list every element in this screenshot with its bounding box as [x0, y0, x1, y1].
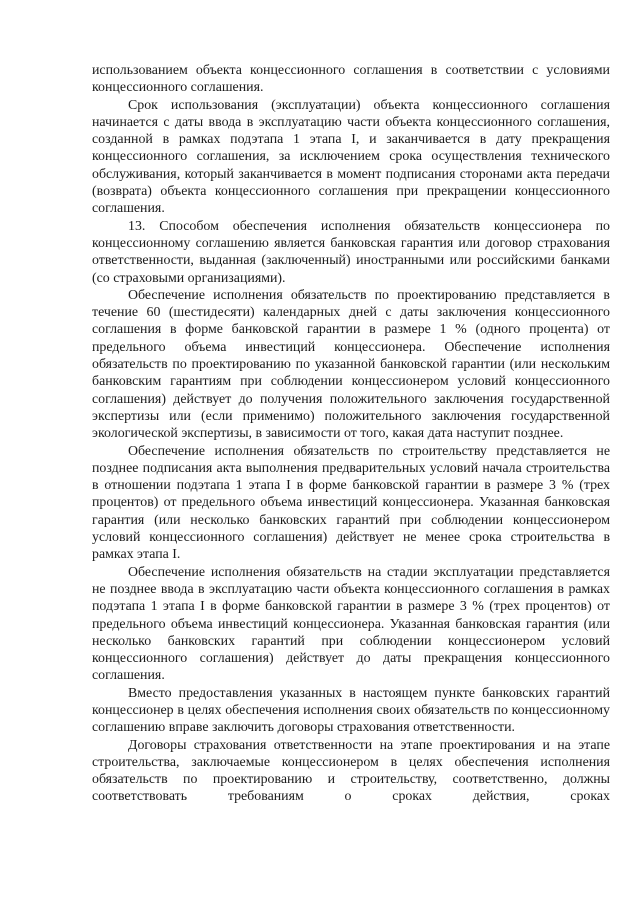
paragraph: 13. Способом обеспечения исполнения обязательств концессионера по концессионному соглашению является банковская гарантия или договор страхования ответственности, выданная (заключенный) иностранными или российскими банками (со страховыми организациями).: [92, 218, 610, 286]
paragraph: использованием объекта концессионного соглашения в соответствии с условиями концессионного соглашения.: [92, 63, 610, 96]
paragraph: Обеспечение исполнения обязательств по строительству представляется не позднее подписания акта выполнения предварительных условий начала строительства в отношении подэтапа 1 этапа I в форме банковской гарантии в размере 3 % (трех процентов) от предельного объема инвестиций концессионера. Указанная банковская гарантия (или несколько банковских гарантий при соблюдении концессионером условий концессионного соглашения) действует не менее срока строительства в рамках этапа I.: [92, 443, 610, 563]
paragraph: Обеспечение исполнения обязательств на стадии эксплуатации представляется не позднее ввода в эксплуатацию части объекта концессионного соглашения в рамках подэтапа 1 этапа I в форме банковской гарантии в размере 3 % (трех процентов) от предельного объема инвестиций концессионера. Указанная банковская гарантия (или несколько банковских гарантий при соблюдении концессионером условий концессионного соглашения) действует до даты прекращения концессионного соглашения.: [92, 564, 610, 684]
paragraph: Срок использования (эксплуатации) объекта концессионного соглашения начинается с даты ввода в эксплуатацию части объекта концессионного соглашения, созданной в рамках подэтапа 1 этапа I, и заканчивается в дату прекращения концессионного соглашения, за исключением срока осуществления технического обслуживания, который заканчивается в момент подписания сторонами акта передачи (возврата) объекта концессионного соглашения при прекращении концессионного соглашения.: [92, 97, 610, 217]
paragraph: Обеспечение исполнения обязательств по проектированию представляется в течение 60 (шестидесяти) календарных дней с даты заключения концессионного соглашения в форме банковской гарантии в размере 1 % (одного процента) от предельного объема инвестиций концессионера. Обеспечение исполнения обязательств по проектированию по указанной банковской гарантии (или нескольким банковским гарантиям при соблюдении концессионером условий концессионного соглашения) действует до получения положительного заключения государственной экспертизы или (если применимо) положительного заключения государственной экологической экспертизы, в зависимости от того, какая дата наступит позднее.: [92, 287, 610, 442]
paragraph: Договоры страхования ответственности на этапе проектирования и на этапе строительства, заключаемые концессионером в целях обеспечения исполнения обязательств по проектированию и строительству, соответственно, должны соответствовать требованиям о сроках действия, сроках: [92, 737, 610, 805]
paragraph: Вместо предоставления указанных в настоящем пункте банковских гарантий концессионер в целях обеспечения исполнения своих обязательств по концессионному соглашению вправе заключить договоры страхования ответственности.: [92, 685, 610, 736]
